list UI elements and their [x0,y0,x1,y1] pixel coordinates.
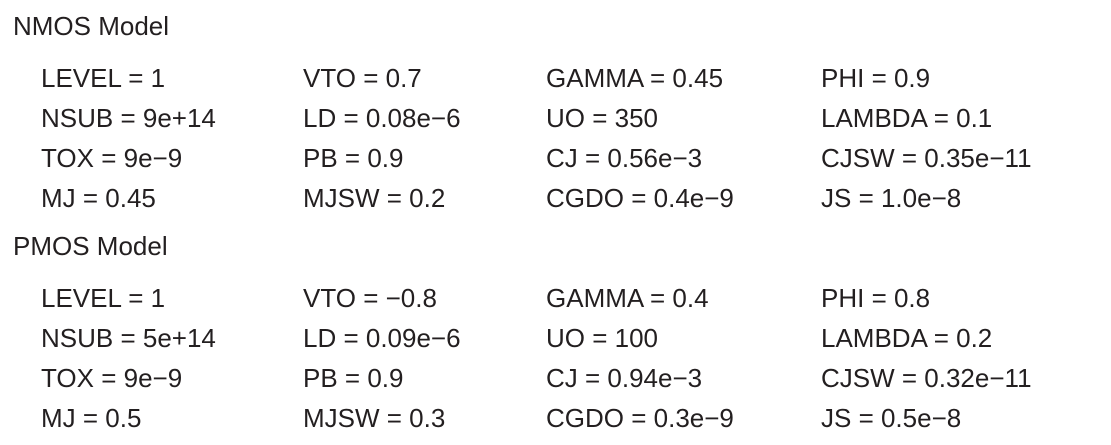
parameter-entry: VTO = −0.8 [303,283,437,313]
parameter-entry: CJSW = 0.32e−11 [821,363,1032,393]
parameter-entry: LD = 0.09e−6 [303,323,461,353]
parameter-entry: TOX = 9e−9 [41,363,183,393]
parameter-entry: GAMMA = 0.4 [546,283,709,313]
parameter-entry: NSUB = 9e+14 [41,103,216,133]
parameter-entry: CJ = 0.56e−3 [546,143,703,173]
parameter-row [0,358,1111,398]
parameter-entry: MJSW = 0.3 [303,403,446,433]
section-title: PMOS Model [13,231,168,261]
parameter-entry: MJ = 0.5 [41,403,142,433]
parameter-entry: PB = 0.9 [303,363,404,393]
parameter-row [0,98,1111,138]
parameter-entry: MJ = 0.45 [41,183,156,213]
section-title: NMOS Model [13,11,170,41]
parameter-entry: JS = 1.0e−8 [821,183,962,213]
parameter-row [0,278,1111,318]
parameter-entry: CJ = 0.94e−3 [546,363,703,393]
parameter-entry: LEVEL = 1 [41,283,166,313]
parameter-entry: CGDO = 0.4e−9 [546,183,734,213]
parameter-entry: LEVEL = 1 [41,63,166,93]
parameter-entry: PHI = 0.9 [821,63,931,93]
parameter-row [0,318,1111,358]
parameter-entry: JS = 0.5e−8 [821,403,962,433]
parameter-grid [0,278,1111,438]
parameter-row [0,58,1111,98]
parameter-row [0,138,1111,178]
parameter-entry: NSUB = 5e+14 [41,323,216,353]
parameter-entry: LAMBDA = 0.1 [821,103,993,133]
parameter-grid [0,58,1111,218]
parameter-entry: VTO = 0.7 [303,63,422,93]
parameter-entry: MJSW = 0.2 [303,183,446,213]
parameter-entry: CGDO = 0.3e−9 [546,403,734,433]
parameter-entry: LAMBDA = 0.2 [821,323,993,353]
parameter-entry: PHI = 0.8 [821,283,931,313]
parameter-entry: UO = 100 [546,323,659,353]
parameter-entry: GAMMA = 0.45 [546,63,724,93]
parameter-row [0,178,1111,218]
parameter-entry: LD = 0.08e−6 [303,103,461,133]
parameter-entry: UO = 350 [546,103,659,133]
parameter-row [0,398,1111,438]
parameter-entry: PB = 0.9 [303,143,404,173]
parameter-entry: TOX = 9e−9 [41,143,183,173]
parameter-entry: CJSW = 0.35e−11 [821,143,1032,173]
